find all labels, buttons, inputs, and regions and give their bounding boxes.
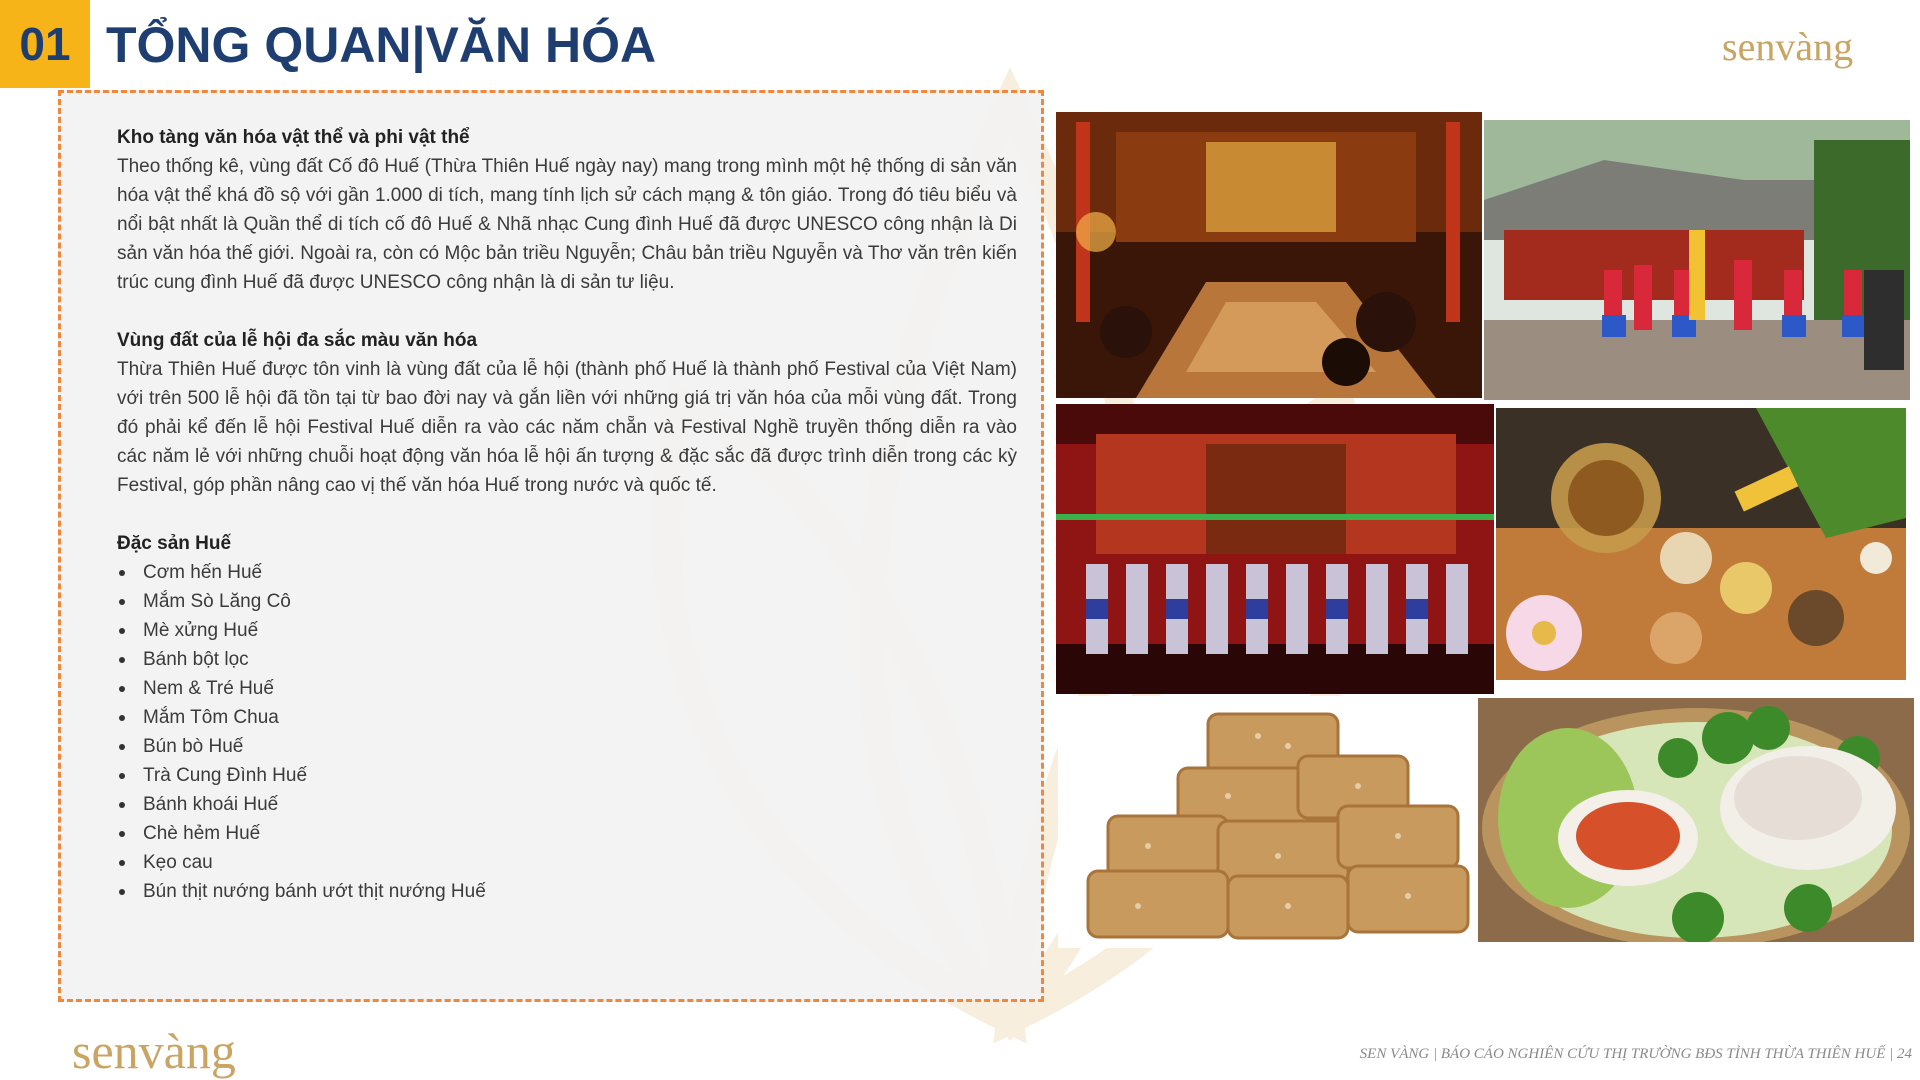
list-item: Mè xửng Huế xyxy=(117,616,1017,645)
svg-text:senvàng: senvàng xyxy=(72,1023,236,1079)
section-body-heritage: Theo thống kê, vùng đất Cố đô Huế (Thừa Thiên Huế ngày nay) mang trong mình một hệ thống di sản văn hóa vật thể khá đồ sộ với gần 1.000 di tích, mang tính lịch sử cách mạng & tôn giáo. Trong đó tiêu biểu và nổi bật nhất là Quần thể di tích cố đô Huế & Nhã nhạc Cung đình Huế đã được UNESCO công nhận là Di sản văn hóa thế giới. Ngoài ra, còn có Mộc bản triều Nguyễn; Châu bản triều Nguyễn và Thơ văn trên kiến trúc cung đình Huế đã được UNESCO công nhận là di sản tư liệu. xyxy=(117,156,1017,293)
content-panel xyxy=(58,90,1044,1002)
list-item: Bánh bột lọc xyxy=(117,645,1017,674)
list-item: Cơm hến Huế xyxy=(117,558,1017,587)
photo-court-ritual xyxy=(1056,112,1482,398)
specialties-list xyxy=(117,558,1017,906)
photo-festival-dancers xyxy=(1484,120,1910,400)
section-title-specialties: Đặc sản Huế xyxy=(117,533,232,554)
svg-text:senvàng: senvàng xyxy=(1722,24,1854,69)
list-item: Kẹo cau xyxy=(117,848,1017,877)
list-item: Bánh khoái Huế xyxy=(117,790,1017,819)
section-number: 01 xyxy=(0,0,90,88)
list-item: Bún bò Huế xyxy=(117,732,1017,761)
list-item: Chè hẻm Huế xyxy=(117,819,1017,848)
sen-vang-logo xyxy=(1720,8,1910,78)
page-title: TỔNG QUAN|VĂN HÓA xyxy=(106,17,657,73)
photo-royal-music xyxy=(1056,404,1494,694)
photo-royal-tea xyxy=(1496,408,1906,680)
section-body-festival: Thừa Thiên Huế được tôn vinh là vùng đất của lễ hội (thành phố Huế là thành phố Festival của Việt Nam) với trên 500 lễ hội đã tồn tại từ bao đời nay và gắn liền với những giá trị văn hóa của mỗi vùng đất. Trong đó phải kể đến lễ hội Festival Huế diễn ra vào các năm chẵn và Festival Nghề truyền thống diễn ra vào các năm lẻ với những chuỗi hoạt động văn hóa lễ hội ấn tượng & đặc sắc đã được trình diễn trong các kỳ Festival, góp phần nâng cao vị thế văn hóa Huế trong nước và quốc tế. xyxy=(117,359,1017,496)
page-footer: SEN VÀNG | BÁO CÁO NGHIÊN CỨU THỊ TRƯỜNG BĐS TỈNH THỪA THIÊN HUẾ | 24 xyxy=(1359,1046,1912,1062)
list-item: Mắm Sò Lăng Cô xyxy=(117,587,1017,616)
list-item: Trà Cung Đình Huế xyxy=(117,761,1017,790)
list-item: Bún thịt nướng bánh ướt thịt nướng Huế xyxy=(117,877,1017,906)
list-item: Mắm Tôm Chua xyxy=(117,703,1017,732)
photo-nem-tre xyxy=(1478,698,1914,942)
list-item: Nem & Tré Huế xyxy=(117,674,1017,703)
sen-vang-logo-footer xyxy=(70,1012,310,1080)
photo-me-xung xyxy=(1058,696,1472,948)
section-title-festival: Vùng đất của lễ hội đa sắc màu văn hóa xyxy=(117,330,478,351)
section-title-heritage: Kho tàng văn hóa vật thể và phi vật thể xyxy=(117,127,470,148)
